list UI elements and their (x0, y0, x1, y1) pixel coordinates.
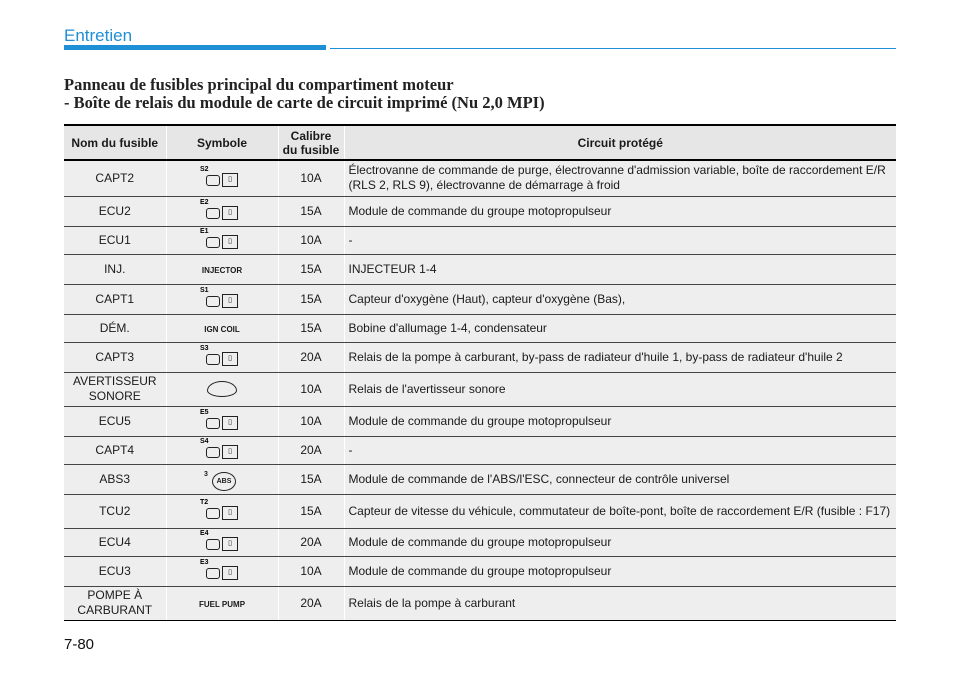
engine-icon (206, 447, 220, 458)
fuse-rating: 20A (278, 528, 344, 556)
page-heading (64, 76, 545, 112)
engine-battery-icon (200, 166, 244, 190)
abs-icon (204, 467, 240, 491)
fuse-name: CAPT2 (64, 160, 166, 196)
table-row (64, 464, 896, 494)
protected-circuit: Capteur d'oxygène (Haut), capteur d'oxygène (Bas), (344, 284, 896, 314)
protected-circuit: - (344, 436, 896, 464)
fuse-rating: 15A (278, 314, 344, 342)
engine-battery-icon (200, 499, 244, 523)
protected-circuit: - (344, 226, 896, 254)
table-row (64, 436, 896, 464)
fuse-name: CAPT4 (64, 436, 166, 464)
table-row (64, 160, 896, 196)
fuse-rating: 10A (278, 226, 344, 254)
fuse-symbol (166, 372, 278, 406)
battery-icon: ▯ (222, 506, 238, 520)
engine-battery-icon (200, 409, 244, 433)
battery-icon: ▯ (222, 294, 238, 308)
fuse-symbol (166, 314, 278, 342)
protected-circuit: Relais de l'avertisseur sonore (344, 372, 896, 406)
protected-circuit: Électrovanne de commande de purge, électrovanne d'admission variable, boîte de raccordement E/R (RLS 2, RLS 9), électrovanne de démarrage à froid (344, 160, 896, 196)
fuse-rating: 15A (278, 196, 344, 226)
fuse-symbol (166, 494, 278, 528)
fuse-rating: 10A (278, 160, 344, 196)
fuse-symbol (166, 436, 278, 464)
protected-circuit: Bobine d'allumage 1-4, condensateur (344, 314, 896, 342)
fuse-name: AVERTISSEUR SONORE (64, 372, 166, 406)
fuse-rating: 10A (278, 556, 344, 586)
protected-circuit: Module de commande du groupe motopropulseur (344, 196, 896, 226)
fuse-symbol (166, 342, 278, 372)
engine-battery-icon (200, 530, 244, 554)
symbol-label: 3 (204, 471, 208, 478)
protected-circuit: Relais de la pompe à carburant (344, 586, 896, 620)
fuse-name: ECU2 (64, 196, 166, 226)
table-row (64, 196, 896, 226)
fuse-rating: 20A (278, 436, 344, 464)
battery-icon: ▯ (222, 416, 238, 430)
battery-icon: ▯ (222, 566, 238, 580)
table-row (64, 556, 896, 586)
column-header-rating: Calibre du fusible (278, 125, 344, 160)
column-header-symbol: Symbole (166, 125, 278, 160)
section-bar-thin (330, 48, 896, 49)
fuse-name: CAPT1 (64, 284, 166, 314)
protected-circuit: Module de commande de l'ABS/l'ESC, connecteur de contrôle universel (344, 464, 896, 494)
fuse-name: DÉM. (64, 314, 166, 342)
protected-circuit: Module de commande du groupe motopropulseur (344, 528, 896, 556)
table-row (64, 372, 896, 406)
symbol-label: S3 (200, 345, 209, 352)
battery-icon: ▯ (222, 206, 238, 220)
engine-icon (206, 418, 220, 429)
fuse-name: ECU4 (64, 528, 166, 556)
fuse-rating: 20A (278, 342, 344, 372)
fuse-symbol (166, 556, 278, 586)
fuse-symbol (166, 196, 278, 226)
protected-circuit: Relais de la pompe à carburant, by-pass de radiateur d'huile 1, by-pass de radiateur d'huile 2 (344, 342, 896, 372)
symbol-label: S2 (200, 166, 209, 174)
symbol-label: E1 (200, 228, 209, 235)
section-title: Entretien (64, 26, 133, 45)
engine-icon (206, 568, 220, 579)
fuse-symbol (166, 254, 278, 284)
fuse-rating: 15A (278, 254, 344, 284)
table-row (64, 314, 896, 342)
table-row (64, 284, 896, 314)
symbol-label: S1 (200, 287, 209, 294)
fuse-rating: 20A (278, 586, 344, 620)
fuse-symbol (166, 226, 278, 254)
engine-icon (206, 175, 220, 186)
symbol-label: E2 (200, 199, 209, 206)
fuse-symbol (166, 528, 278, 556)
fuse-name: CAPT3 (64, 342, 166, 372)
table-row (64, 528, 896, 556)
fuse-name: TCU2 (64, 494, 166, 528)
symbol-label: S4 (200, 438, 209, 445)
engine-icon (206, 508, 220, 519)
table-row (64, 494, 896, 528)
column-header-name: Nom du fusible (64, 125, 166, 160)
engine-battery-icon (200, 228, 244, 252)
engine-icon (206, 237, 220, 248)
fuse-name: ECU3 (64, 556, 166, 586)
fuse-symbol (166, 160, 278, 196)
fuse-symbol (166, 586, 278, 620)
fuse-rating: 10A (278, 372, 344, 406)
symbol-label: E5 (200, 409, 209, 416)
engine-icon (206, 354, 220, 365)
fuse-rating: 15A (278, 494, 344, 528)
table-row (64, 406, 896, 436)
protected-circuit: Capteur de vitesse du véhicule, commutateur de boîte-pont, boîte de raccordement E/R (fusible : F17) (344, 494, 896, 528)
fuse-name: POMPE À CARBURANT (64, 586, 166, 620)
column-header-circuit: Circuit protégé (344, 125, 896, 160)
section-bar-thick (64, 45, 326, 50)
symbol-label: E3 (200, 559, 209, 566)
battery-icon: ▯ (222, 173, 238, 187)
battery-icon: ▯ (222, 445, 238, 459)
battery-icon: ▯ (222, 352, 238, 366)
table-row (64, 342, 896, 372)
fuse-name: ECU5 (64, 406, 166, 436)
page-number: 7-80 (64, 636, 95, 653)
engine-icon (206, 539, 220, 550)
table-body (64, 160, 896, 620)
symbol-text: INJECTOR (201, 265, 243, 275)
abs-circle: ABS (212, 472, 236, 491)
symbol-label: T2 (200, 499, 209, 506)
protected-circuit: Module de commande du groupe motopropulseur (344, 406, 896, 436)
engine-battery-icon (200, 559, 244, 583)
fuse-rating: 10A (278, 406, 344, 436)
horn-icon (207, 381, 237, 397)
table-row (64, 254, 896, 284)
engine-icon (206, 296, 220, 307)
engine-battery-icon (200, 345, 244, 369)
fuse-rating: 15A (278, 464, 344, 494)
engine-battery-icon (200, 438, 244, 462)
table-row (64, 586, 896, 620)
fuse-name: INJ. (64, 254, 166, 284)
engine-battery-icon (200, 287, 244, 311)
table-header-row (64, 125, 896, 160)
engine-icon (206, 208, 220, 219)
protected-circuit: Module de commande du groupe motopropulseur (344, 556, 896, 586)
fuse-name: ECU1 (64, 226, 166, 254)
fuse-symbol (166, 464, 278, 494)
symbol-text: FUEL PUMP (198, 599, 246, 609)
symbol-label: E4 (200, 530, 209, 537)
heading-line-1: Panneau de fusibles principal du compartiment moteur (64, 75, 454, 94)
fuse-table (64, 124, 896, 621)
battery-icon: ▯ (222, 235, 238, 249)
symbol-text: IGN COIL (204, 324, 240, 334)
table-row (64, 226, 896, 254)
engine-battery-icon (200, 199, 244, 223)
fuse-rating: 15A (278, 284, 344, 314)
battery-icon: ▯ (222, 537, 238, 551)
fuse-symbol (166, 284, 278, 314)
protected-circuit: INJECTEUR 1-4 (344, 254, 896, 284)
fuse-symbol (166, 406, 278, 436)
fuse-name: ABS3 (64, 464, 166, 494)
heading-line-2: - Boîte de relais du module de carte de circuit imprimé (Nu 2,0 MPI) (64, 93, 545, 112)
